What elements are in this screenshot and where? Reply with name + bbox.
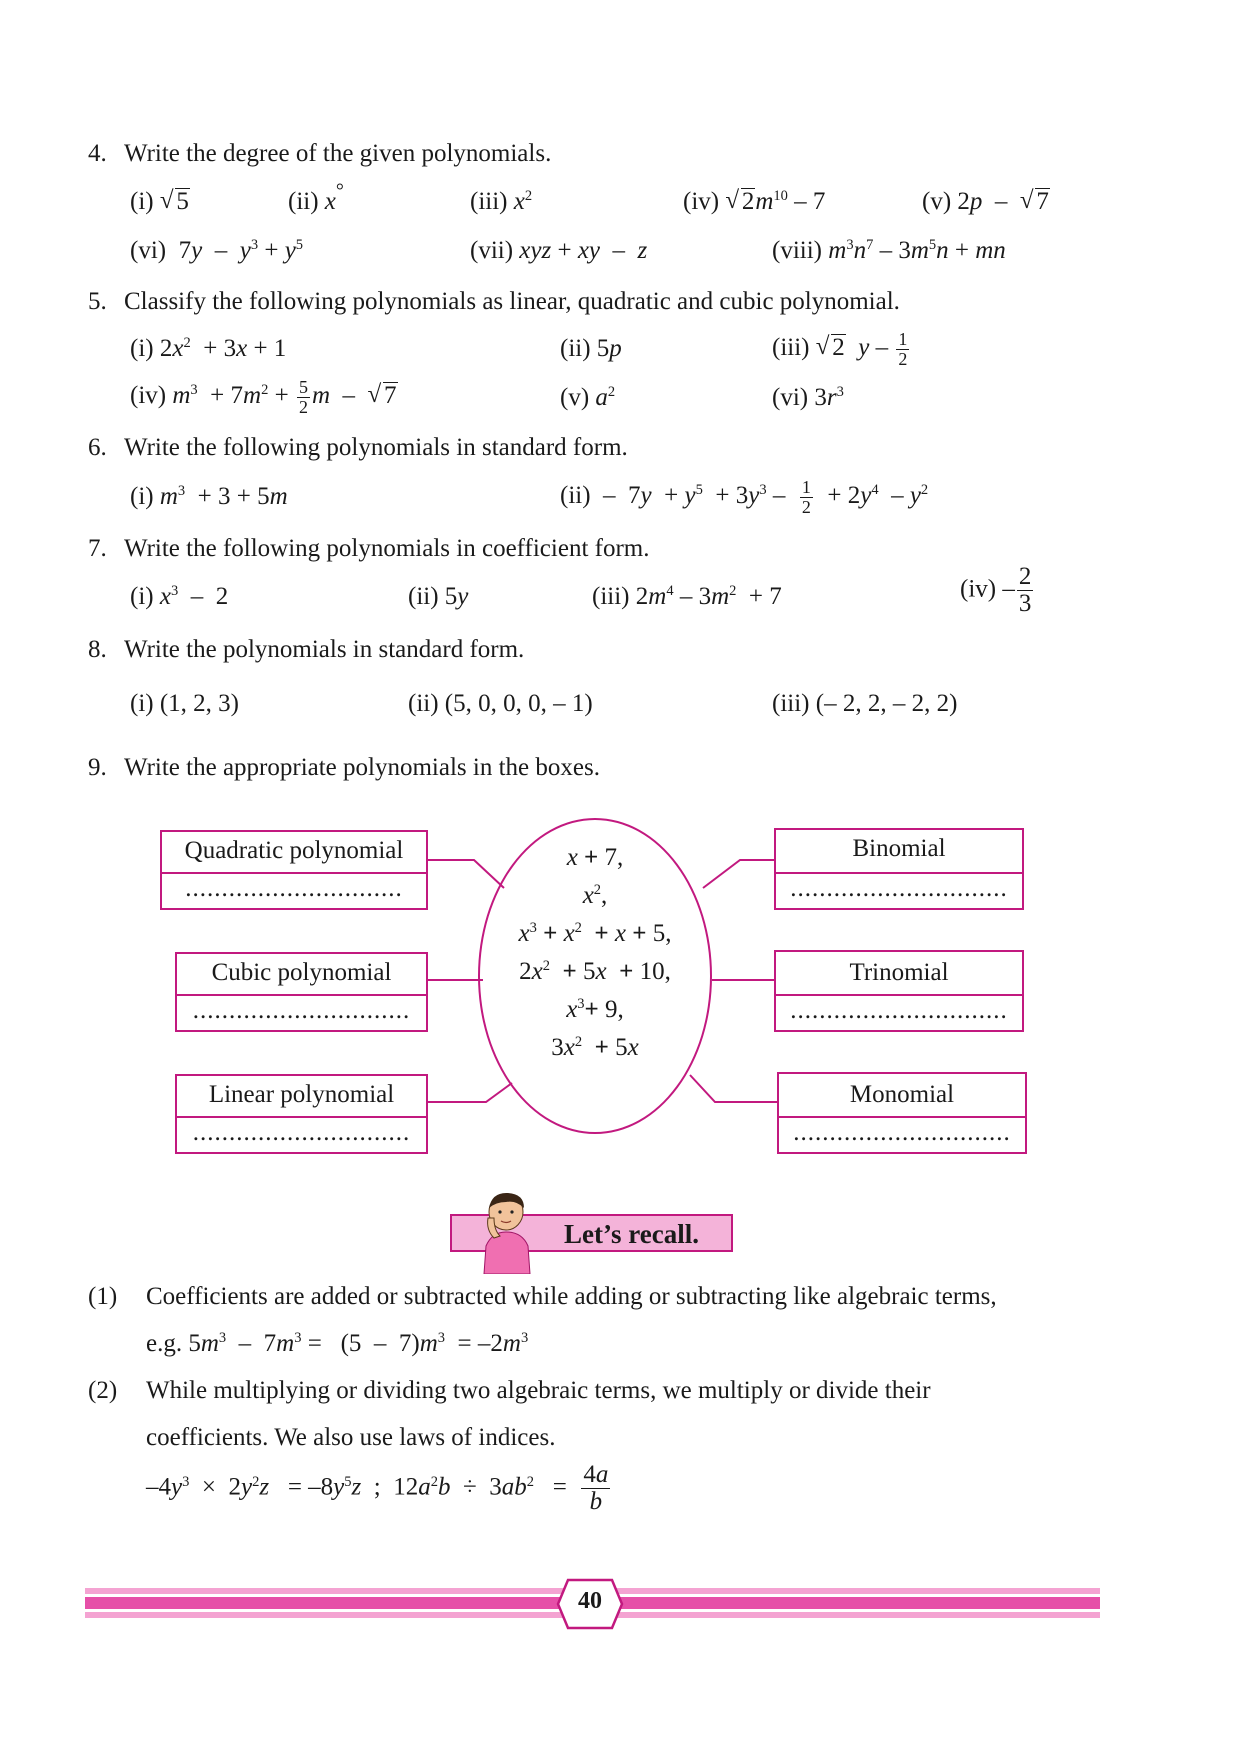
quadratic-polynomial-box[interactable]: Quadratic polynomial .............................. [160, 830, 428, 910]
linear-polynomial-box[interactable]: Linear polynomial .............................. [175, 1074, 428, 1154]
q7-item-ii: (ii) 5y [408, 583, 469, 610]
q6-item-i: (i) $m^3 + 3 + 5m$ [130, 483, 288, 510]
q4-item-i: (i) √ 5 [130, 188, 190, 216]
q5-item-vi: (vi) $3r^3$ [772, 384, 844, 411]
question-7: 7. Write the following polynomials in coefficient form. [88, 535, 650, 562]
q5-item-ii: (ii) 5p [560, 335, 622, 362]
thinking-boy-icon [472, 1190, 542, 1274]
binomial-answer-field[interactable]: .............................. [776, 872, 1022, 910]
monomial-box[interactable]: Monomial .............................. [777, 1072, 1027, 1154]
q4-item-vi: (vi) $7y - y^3 + y^5$ [130, 237, 304, 264]
q4-item-v: (v) 2p – √ 7 [922, 188, 1050, 216]
cubic-polynomial-box[interactable]: Cubic polynomial .............................. [175, 952, 428, 1032]
q7-item-iv: (iv) – $\frac{2}{3}$ [960, 563, 1032, 618]
oval-expr-2: $x^2$, [582, 882, 608, 909]
point-2-number: (2) [88, 1377, 118, 1404]
question-8: 8. Write the polynomials in standard form. [88, 636, 525, 663]
point-2-example: $-4y^3 \times 2y^2z = -8y^5z$ ; $12a^2b \div 3ab^2$ = $\frac{4a}{b}$ [146, 1461, 609, 1516]
question-5: 5. Classify the following polynomials as linear, quadratic and cubic polynomial. [88, 288, 900, 315]
q7-item-i: (i) $x^3 - 2$ [130, 583, 229, 610]
binomial-box[interactable]: Binomial .............................. [774, 828, 1024, 910]
q5-item-iii: (iii) √ 2 y – $\frac{1}{2}$ [772, 330, 911, 369]
page-number: 40 [578, 1588, 602, 1614]
point-2-text-2: coefficients. We also use laws of indices. [146, 1424, 556, 1451]
q8-item-i: (i) (1, 2, 3) [130, 690, 239, 717]
oval-expr-3: $x^3 + x^2 + x + 5$, [518, 920, 672, 947]
point-1-example: e.g. $5m^3 - 7m^3 = (5 - 7)m^3 = -2m^3$ [146, 1330, 529, 1357]
oval-expr-5: $x^3+ 9$, [566, 996, 624, 1023]
q5-item-i: (i) $2x^2 + 3x + 1$ [130, 335, 287, 362]
oval-expr-6: $3x^2 + 5x$ [551, 1034, 639, 1061]
linear-answer-field[interactable]: .............................. [177, 1116, 426, 1154]
oval-expr-4: $2x^2 + 5x + 10$, [519, 958, 671, 985]
monomial-answer-field[interactable]: .............................. [779, 1116, 1025, 1154]
lets-recall-title: Let’s recall. [564, 1219, 699, 1249]
q4-item-iv: (iv) √ $2m^{10} - 7$ [683, 188, 825, 216]
question-9: 9. Write the appropriate polynomials in the boxes. [88, 754, 600, 781]
q6-item-ii: $(ii) - 7y + y^5 + 3y^3$ – $\frac{1}{2}$ + $2y^4 - y^2$ [560, 477, 929, 517]
oval-expr-1: x + 7, [566, 844, 624, 871]
q5-item-v: (v) $a^2$ [560, 384, 616, 411]
trinomial-answer-field[interactable]: .............................. [776, 994, 1022, 1032]
q8-item-iii: (iii) (– 2, 2, – 2, 2) [772, 690, 958, 717]
point-2-text: While multiplying or dividing two algebraic terms, we multiply or divide their [146, 1377, 931, 1404]
point-1-number: (1) [88, 1283, 118, 1310]
q7-item-iii: (iii) $2m^4 - 3m^2 + 7$ [592, 583, 782, 610]
trinomial-box[interactable]: Trinomial .............................. [774, 950, 1024, 1032]
question-6: 6. Write the following polynomials in standard form. [88, 434, 628, 461]
cubic-answer-field[interactable]: .............................. [177, 994, 426, 1032]
quadratic-answer-field[interactable]: .............................. [162, 872, 426, 910]
q4-item-vii: (vii) xyz + xy – z [470, 237, 648, 264]
point-1-text: Coefficients are added or subtracted while adding or subtracting like algebraic terms, [146, 1283, 997, 1310]
q8-item-ii: (ii) (5, 0, 0, 0, – 1) [408, 690, 593, 717]
question-4: 4. Write the degree of the given polynomials. [88, 140, 552, 167]
q4-item-ii: (ii) x° [288, 179, 344, 215]
q4-item-iii: (iii) $x^2$ [470, 188, 533, 215]
q5-item-iv: (iv) $m^3 + 7m^2$ + $\frac{5}{2}$ m – √ 7 [130, 378, 398, 417]
q4-item-viii: (viii) $m^3n^7 - 3m^5n$ + mn [772, 237, 1006, 264]
